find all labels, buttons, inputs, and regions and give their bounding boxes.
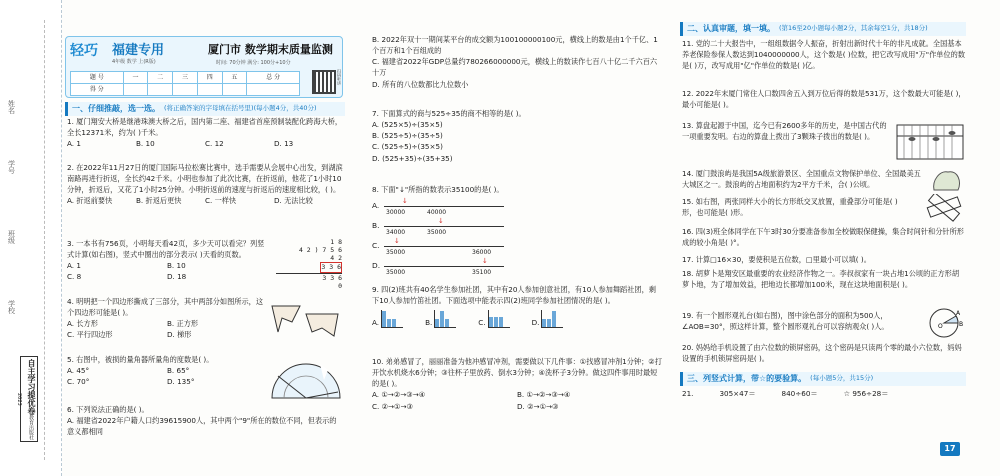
option-d: D. (525+35)÷(35+35) <box>372 153 453 163</box>
nl-option-label: B. <box>372 221 380 230</box>
name-label: 姓名 <box>7 100 16 114</box>
option-d: D. 梯形 <box>167 330 192 340</box>
option-d: D. 18 <box>167 272 187 282</box>
calc-item: 305×47＝ <box>719 389 756 398</box>
option-b: B. 10 <box>167 261 186 271</box>
circular-stand-figure <box>926 306 966 340</box>
question-11: 11. 党的二十大报告中，一组组数据令人振奋，折射出新时代十年的非凡成就。全国基本养老保险参保人数达到1040000000人，这个数是( )位数，把它改写成用"万"作单位的数是( )万，改写成用"亿"作单位的数是( )亿。 <box>682 39 966 71</box>
div-circled: 3 3 6 <box>321 263 341 272</box>
mini-bar-chart-a <box>381 310 403 328</box>
option-a: A. 长方形 <box>67 319 98 329</box>
option-b: B. 正方形 <box>167 319 199 329</box>
question-text: 2. 在2022年11月27日的厦门国际马拉松赛比赛中，选手需要从会展中心出发，到湖滨南路再进行折返，全长约42千米。小明也参加了此次比赛，在折返前，他花了1小时10分钟，折返后，又花了1小时25分钟。小明折返前的速度与折返后的速度相比较，( )。 <box>67 163 343 195</box>
series-stamp: 自主学习提优卷教育出版社 2023 <box>20 356 38 442</box>
calc-item: ☆ 956÷28＝ <box>843 389 889 398</box>
option-c: C. 12 <box>205 139 224 149</box>
brand-name: 福建专用 <box>112 43 165 58</box>
option-c: C. ②→①→③ <box>372 401 413 411</box>
abacus-figure <box>896 124 964 160</box>
mini-bar-chart-d <box>541 310 563 328</box>
option-c: C. (525÷5)÷(35×5) <box>372 142 443 152</box>
option-a: A. (525×5)÷(35×5) <box>372 120 443 130</box>
svg-text:O: O <box>938 323 943 330</box>
nl-start: 35000 <box>386 249 406 256</box>
question-text: 9. 四(2)班共有40名学生参加社团，其中有20人参加创意社团，有10人参加舞蹈社团，剩下10人参加竹笛社团。下面选项中能表示四(2)班同学参加社团情况的是( )。 <box>372 285 656 306</box>
score-row-label: 得 分 <box>71 84 124 96</box>
brand-logo: 轻巧 <box>70 43 98 59</box>
nl-start: 30000 <box>386 209 406 216</box>
torn-quadrilateral-figure <box>270 302 340 340</box>
crossed-rectangles-figure <box>924 194 964 222</box>
id-label: 学号 <box>7 160 16 174</box>
div-step: 4 2 <box>330 254 342 263</box>
question-21 <box>682 388 966 399</box>
question-text: 1. 厦门翔安大桥是继港珠澳大桥之后，国内第二座、福建省首座预制装配化跨海大桥，全长12371米，约为( )千米。 <box>67 117 343 138</box>
question-text: 4. 明明把一个四边形撕成了三部分，其中两部分如图所示，这个四边形可能是( )。 <box>67 297 264 318</box>
question-3 <box>67 238 267 283</box>
option-b: B. (525÷5)÷(35÷5) <box>372 131 443 141</box>
div-remainder: 0 <box>338 281 342 290</box>
question-number: 21. <box>682 389 694 398</box>
score-header: 五 <box>222 72 247 84</box>
qr-code <box>312 70 336 94</box>
score-header: 四 <box>197 72 222 84</box>
binding-margin <box>0 0 62 476</box>
option-b: B. <box>425 318 433 328</box>
option-c: C. 70° <box>67 377 90 387</box>
question-9 <box>372 284 662 328</box>
exam-header <box>65 36 343 98</box>
option-d: D. <box>531 318 540 328</box>
number-line-c: C. 35000 36000 ↓ <box>372 240 552 258</box>
brand-subtitle: 4年级 数学 上(R版) <box>112 59 156 65</box>
class-label: 班级 <box>7 230 16 244</box>
option-a: A. <box>372 318 380 328</box>
question-7 <box>372 108 662 164</box>
calc-item: 840÷60＝ <box>781 389 818 398</box>
nl-end: 36000 <box>472 249 492 256</box>
option-c: C. 8 <box>67 272 82 282</box>
option-c: C. 福建省2022年GDP总量约780266000000元，横线上的数读作七百八十亿二千六百六十万 <box>372 57 658 78</box>
question-10 <box>372 356 662 412</box>
mini-bar-chart-b <box>434 310 456 328</box>
page-number: 17 <box>940 442 960 456</box>
mini-bar-chart-c <box>488 310 510 328</box>
question-text: 6. 下列说法正确的是( )。 <box>67 405 149 414</box>
question-text: 10. 弟弟感冒了，丽丽准备为他冲感冒冲剂，需要做以下几件事：①找感冒冲剂1分钟；②打开饮水机烧水6分钟；③往杯子里放药、倒水3分钟；④洗杯子3分钟。做这四件事用时最短的是( )。 <box>372 357 662 389</box>
nl-start: 35000 <box>386 269 406 276</box>
svg-text:B: B <box>959 321 964 328</box>
option-a: A. 折返前要快 <box>67 196 113 206</box>
question-17: 17. 计算□16×30，要使积是五位数，□里最小可以填( )。 <box>682 255 871 264</box>
option-d: D. ②→①→③ <box>517 401 559 411</box>
div-step: 3 3 6 <box>276 273 342 282</box>
nl-option-label: A. <box>372 201 380 210</box>
option-a: A. 福建省2022年户籍人口约39615900人，其中两个"9"所在的数位不同，但表示的意义都相同 <box>67 416 337 437</box>
nl-end: 40000 <box>427 209 447 216</box>
score-header: 一 <box>123 72 148 84</box>
option-c: C. 平行四边形 <box>67 330 113 340</box>
nl-option-label: D. <box>372 261 381 270</box>
question-15: 15. 如右图，两张同样大小的长方形纸交叉放置，重叠部分可能是( )形，也可能是( )形。 <box>682 197 898 218</box>
nl-end: 35100 <box>472 269 492 276</box>
broken-protractor-figure <box>268 354 344 402</box>
option-d: D. 13 <box>274 139 294 149</box>
option-d: D. 135° <box>167 377 195 387</box>
option-b: B. ①→②→③→④ <box>517 390 571 400</box>
option-b: B. 10 <box>136 139 155 149</box>
question-13: 13. 算盘起源于中国，迄今已有2600多年的历史，是中国古代的一项重要发明。右边的算盘上拨出了3颗珠子拨出的数是( )。 <box>682 121 887 142</box>
number-line-b: B. 34000 35000 ↓ <box>372 220 552 238</box>
option-c: C. <box>478 318 486 328</box>
school-label: 学校 <box>7 300 16 314</box>
question-1 <box>67 116 343 149</box>
question-18: 18. 胡萝卜是翔安区最重要的农业经济作物之一。李叔叔家有一块占地1公顷的正方形胡萝卜地，为了增加效益，把地边长都增加100米，现在这块地面积是( )。 <box>682 269 960 290</box>
option-c: C. 一样快 <box>205 196 237 206</box>
score-header: 三 <box>173 72 198 84</box>
svg-text:A: A <box>956 310 961 317</box>
question-19: 19. 有一个圆形观礼台(如右图)，图中涂色部分的面积为500人，∠AOB=30°，照这样计算，整个圆形观礼台可以容纳观众( )人。 <box>682 311 889 332</box>
question-6 <box>67 404 343 437</box>
div-quotient: 1 8 <box>330 238 342 246</box>
question-text: 7. 下面算式的商与525÷35的商不相等的是( )。 <box>372 109 526 118</box>
question-12: 12. 2022年末厦门常住人口数四舍五入到万位后得的数是531万，这个数最大可能是( )，最小可能是( )。 <box>682 89 966 110</box>
exam-title: 厦门市 数学期末质量监测 <box>208 43 333 56</box>
div-dividend: 4 2 ) 7 5 6 <box>298 246 342 255</box>
option-a: A. ①→②→③→④ <box>372 390 426 400</box>
cut-line <box>44 20 45 460</box>
option-b: B. 65° <box>167 366 190 376</box>
option-b: B. 折返后更快 <box>136 196 182 206</box>
question-16: 16. 四(3)班全体同学在下午3时30分要准备参加全校做眼保健操，集合时间针和分针所形成的较小角是( )°。 <box>682 227 964 248</box>
question-14: 14. 厦门鼓浪屿是我国5A级旅游景区、全国重点文物保护单位、全国最美五大城区之一。鼓浪屿的占地面积约为2平方千米，合( )公顷。 <box>682 169 921 190</box>
section-3-title: 三、列竖式计算，带☆的要验算。 (每小题5分，共15分) <box>680 372 966 386</box>
option-d: D. 无法比较 <box>274 196 313 206</box>
question-5 <box>67 354 267 387</box>
question-text: 5. 右图中，被损的量角器所量角的度数是( )。 <box>67 355 214 364</box>
question-4 <box>67 296 267 341</box>
qr-label: 扫码听讲 <box>337 69 342 85</box>
number-line-options <box>372 197 552 280</box>
question-20: 20. 妈妈给手机设置了由六位数的锁屏密码，这个密码是只读两个零的最小六位数，妈妈设置的手机锁屏密码是( )。 <box>682 343 962 364</box>
number-line-d: D. 35000 35100 ↓ <box>372 260 552 278</box>
section-1-title: 一、仔细推敲，选一选。 (将正确答案的字母填在括号里)(每小题4分，共40分) <box>65 102 345 116</box>
question-text: 8. 下面"↓"所指的数表示35100的是( )。 <box>372 185 504 194</box>
option-a: A. 45° <box>67 366 90 376</box>
nl-option-label: C. <box>372 241 380 250</box>
score-table <box>70 71 300 96</box>
nl-start: 34000 <box>386 229 406 236</box>
score-header: 二 <box>148 72 173 84</box>
exam-subtitle: 时间: 70分钟 满分: 100分+10分 <box>216 60 291 66</box>
question-6-cont <box>372 34 662 90</box>
number-line-a: A. 30000 40000 ↓ <box>372 200 552 218</box>
section-2-title: 二、认真审题，填一填。 (第16至20小题每小题2分，其余每空1分，共18分) <box>680 22 966 36</box>
option-a: A. 1 <box>67 139 81 149</box>
option-a: A. 1 <box>67 261 81 271</box>
long-division-figure <box>276 238 342 290</box>
option-b: B. 2022年双十一期间某平台的成交额为100100000100元，横线上的数是由1个千亿、1个百万和1个百组成的 <box>372 35 658 56</box>
question-8 <box>372 184 662 195</box>
question-2 <box>67 162 343 207</box>
option-d: D. 所有的八位数都比九位数小 <box>372 79 469 89</box>
gulangyu-island-icon <box>930 166 964 194</box>
question-text: 3. 一本书有756页，小明每天看42页，多少天可以看完？列竖式计算(如右图)，竖式中圈出的部分表示( )天看的页数。 <box>67 239 265 260</box>
score-header: 总 分 <box>247 72 300 84</box>
nl-end: 35000 <box>427 229 447 236</box>
score-header: 题 号 <box>71 72 124 84</box>
